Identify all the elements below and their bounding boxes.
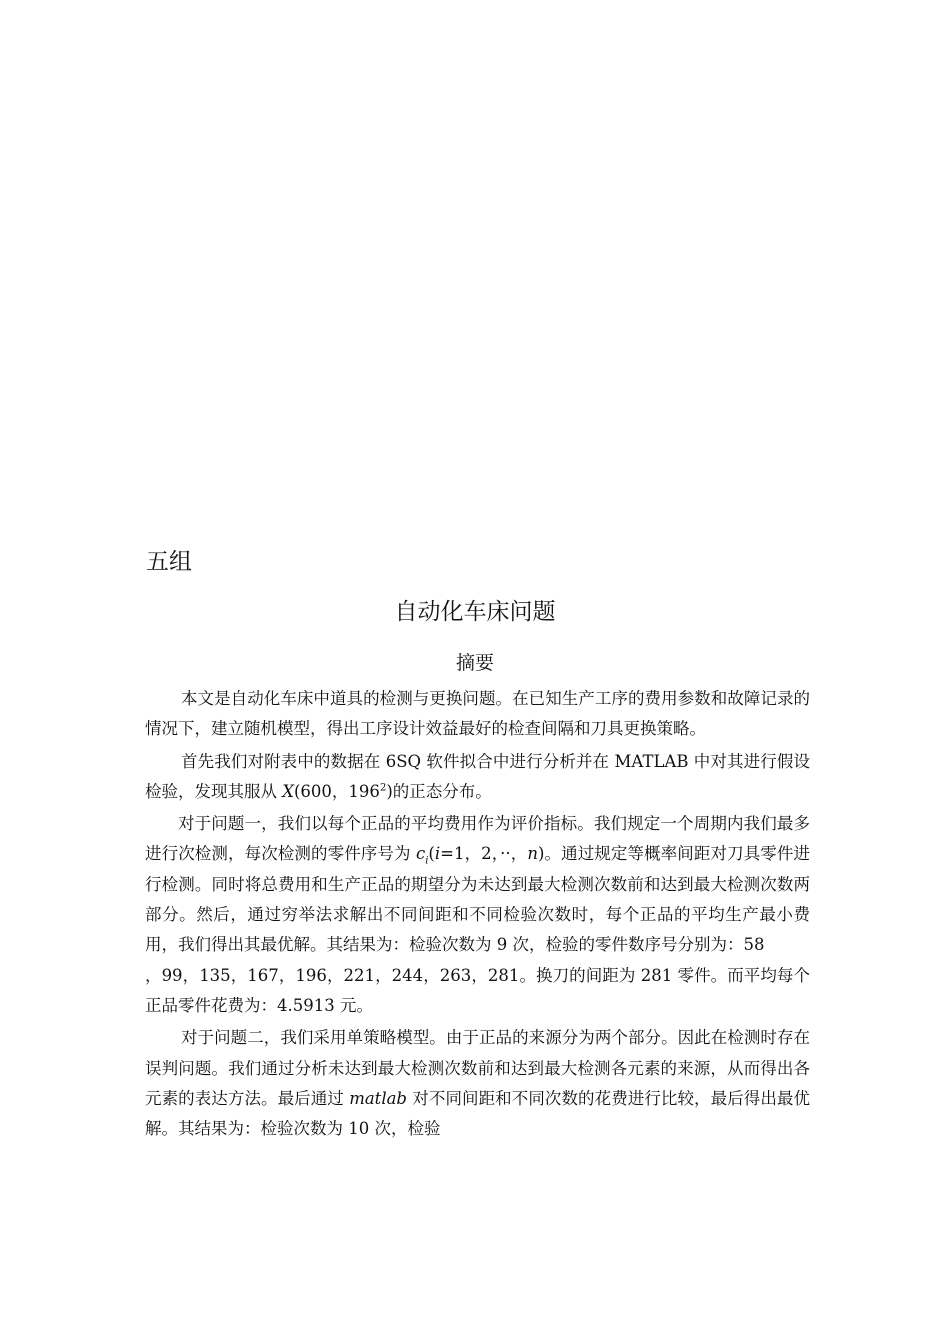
abstract-heading: 摘要 — [455, 652, 494, 674]
abstract-paragraph-1: 本文是自动化车床中道具的检测与更换问题。在已知生产工序的费用参数和故障记录的情况下，建立随机模型，得出工序设计效益最好的检查间隔和刀具更换策略。 — [145, 689, 810, 739]
p4-matlab: matlab — [349, 1088, 407, 1108]
abstract-paragraph-2 — [145, 747, 810, 808]
abstract-paragraph-3 — [145, 809, 810, 1021]
p3-text-a: 对于问题一，我们以每个正品的平均费用作为评价指标。我们规定一个周期内我们最多进行次检测，每次检测的零件序号为 — [145, 814, 810, 864]
p3-var-i: i — [434, 844, 441, 864]
p3-text-d: =1，2，··， — [440, 844, 528, 864]
group-label: 五组 — [146, 549, 192, 575]
p3-text-f: ，99，135，167，196，221，244，263，281。换刀的间距为 281 零件。而平均每个正品零件花费为：4.5913 元。 — [145, 965, 810, 1015]
abstract-body — [145, 684, 810, 1144]
p2-text-c: )的正态分布。 — [386, 781, 492, 801]
p2-text-b: (600，196 — [294, 781, 380, 801]
paper-title: 自动化车床问题 — [394, 599, 556, 625]
p2-var-x: X — [282, 781, 294, 801]
p2-text-a: 首先我们对附表中的数据在 6SQ 软件拟合中进行分析并在 MATLAB 中对其进行假设检验，发现其服从 — [145, 751, 810, 801]
p3-var-c: c — [415, 844, 426, 864]
p3-text-b: ( — [428, 844, 435, 864]
p2-superscript: 2 — [379, 782, 387, 794]
p3-subscript-i: i — [425, 855, 429, 867]
p3-text-e: )。通过规定等概率间距对刀具零件进行检测。同时将总费用和生产正品的期望分为未达到最大检测次数前和达到最大检测次数两部分。然后，通过穷举法求解出不同间距和不同检验次数时，每个正品的平均生产最小费用，我们得出其最优解。其结果为：检验次数为 9 次，检验的零件数序号分别为：58 — [145, 844, 811, 955]
p4-text-a: 对于问题二，我们采用单策略模型。由于正品的来源分为两个部分。因此在检测时存在误判问题。我们通过分析未达到最大检测次数前和达到最大检测各元素的来源，从而得出各元素的表达方法。最后通过 — [145, 1028, 810, 1108]
p4-text-b: 对不同间距和不同次数的花费进行比较，最后得出最优解。其结果为：检验次数为 10 次，检验 — [145, 1088, 810, 1139]
abstract-paragraph-4 — [145, 1023, 810, 1144]
p3-var-n: n — [527, 844, 538, 864]
